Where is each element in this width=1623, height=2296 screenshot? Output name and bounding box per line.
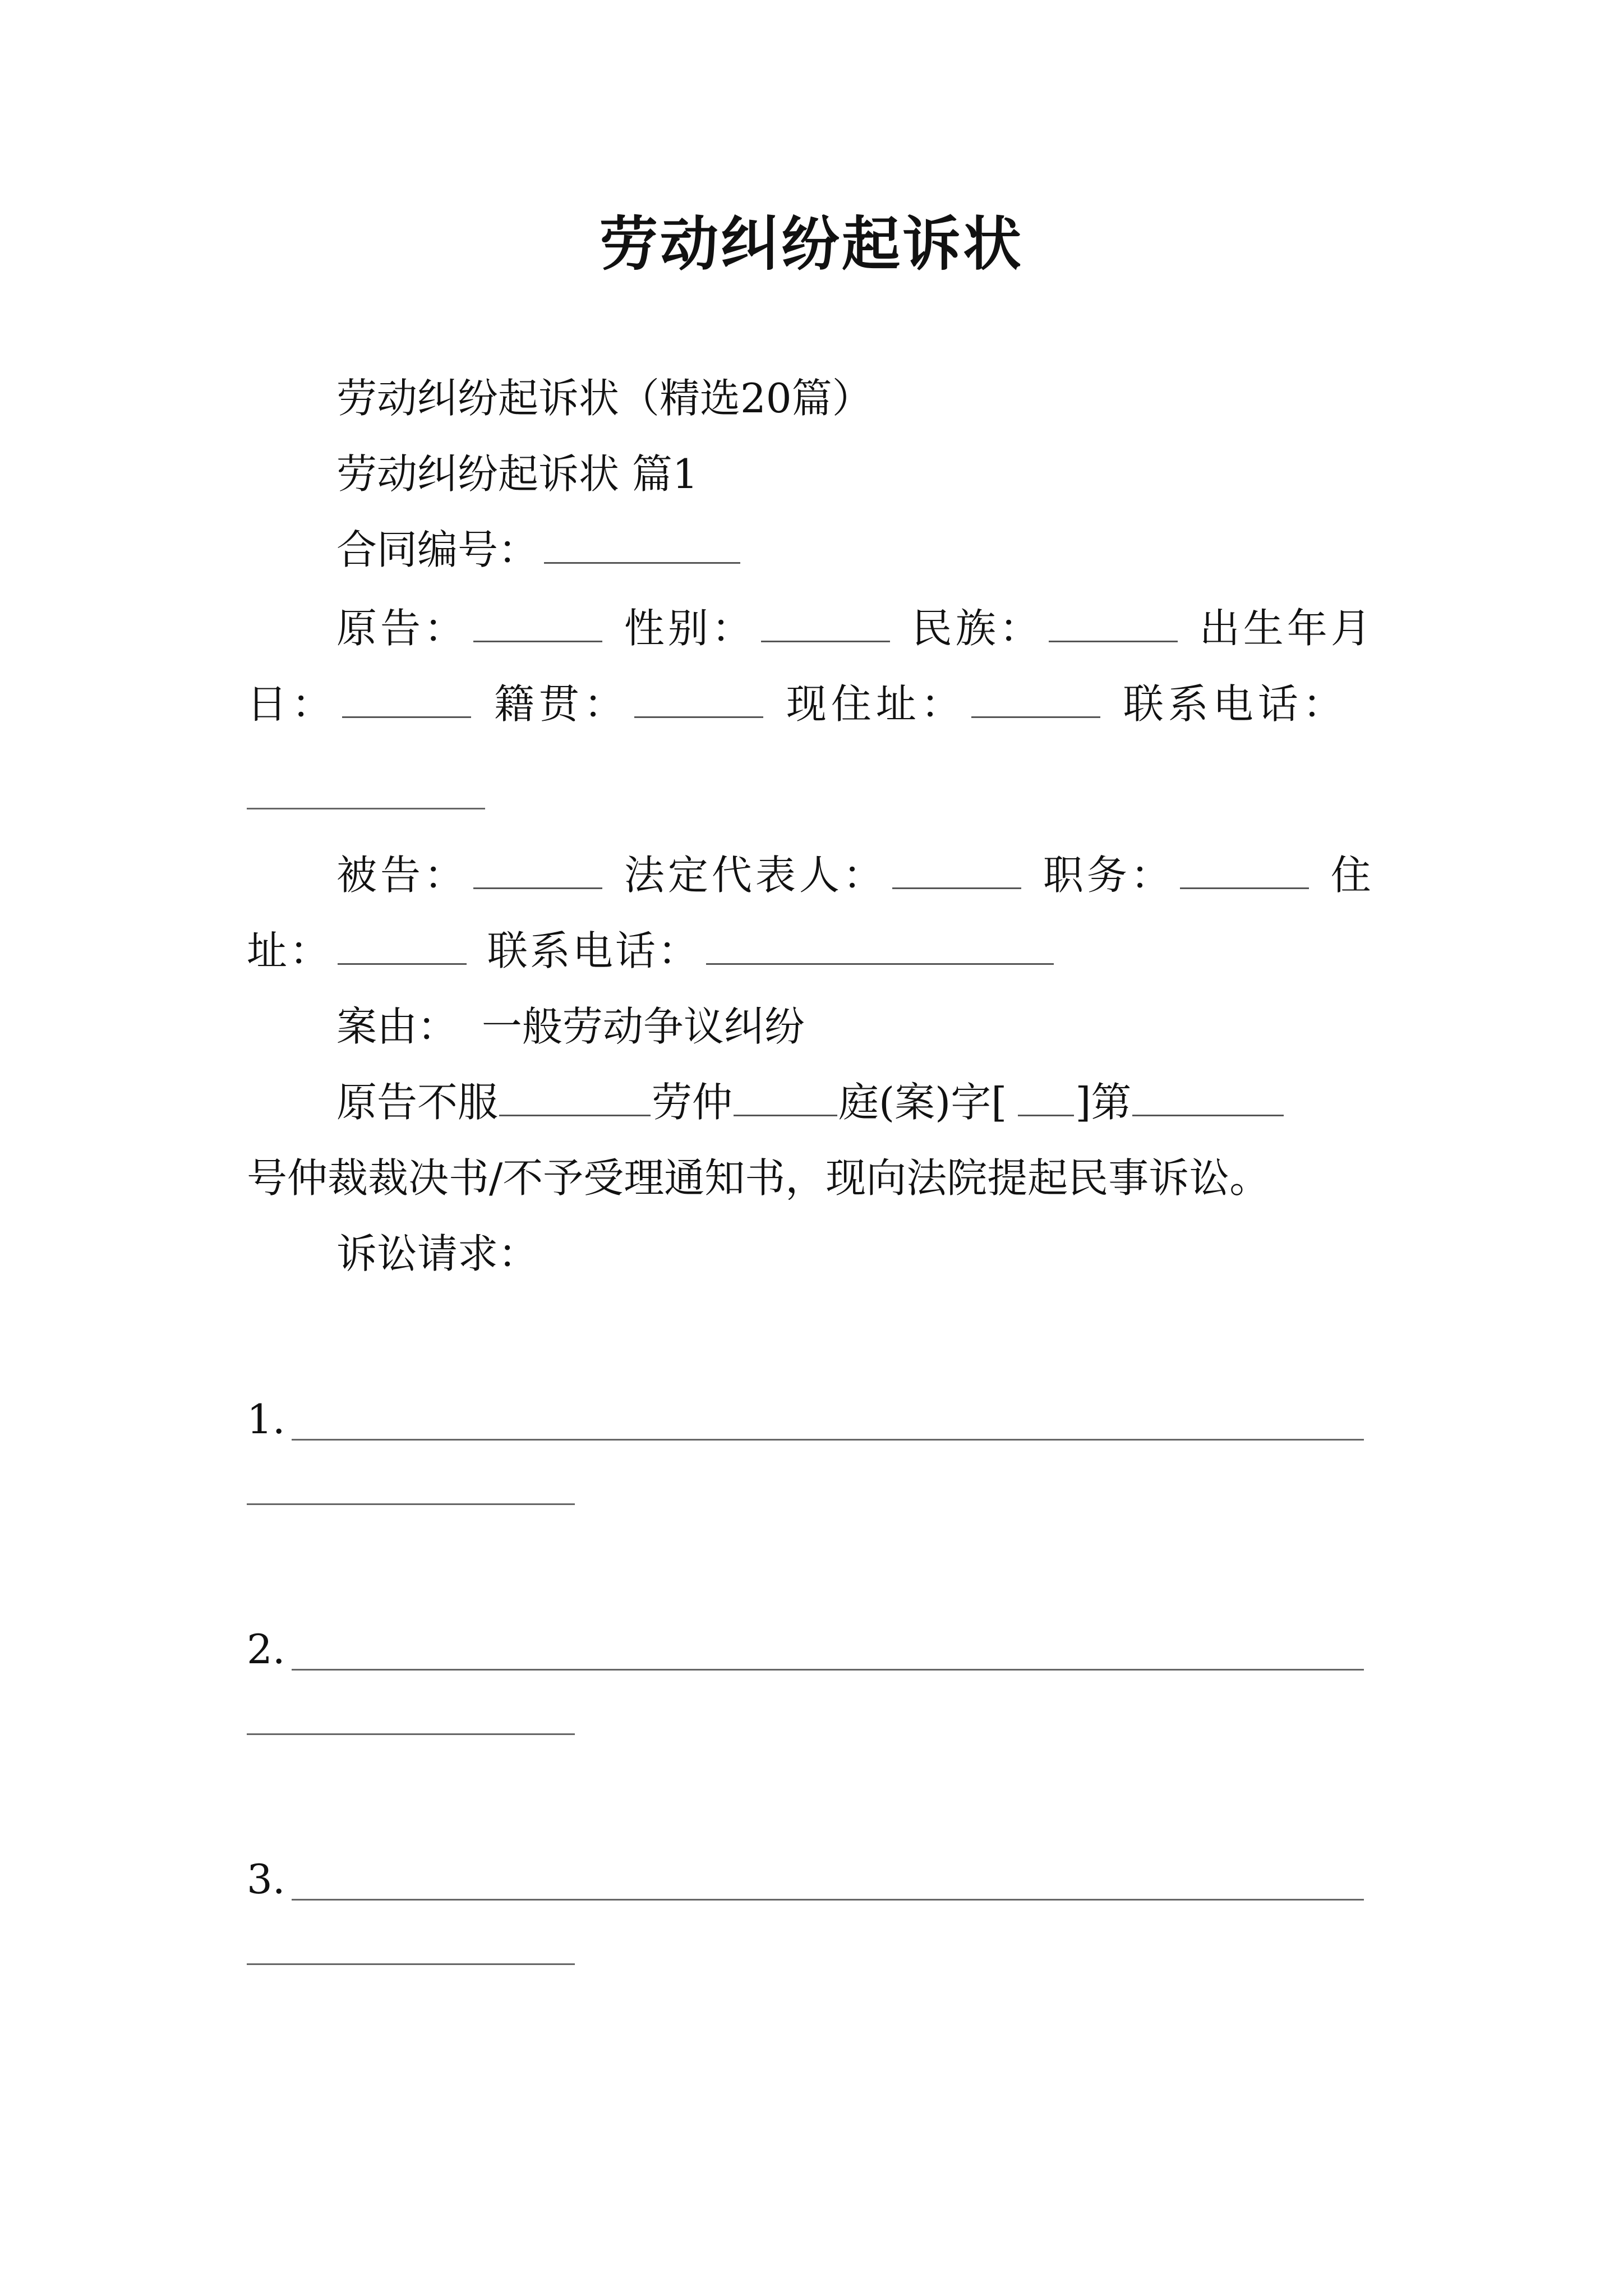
- claim-1-field[interactable]: [292, 1439, 1364, 1441]
- address-label: 现住址：: [786, 680, 966, 728]
- document-subtitle: [247, 370, 1376, 426]
- gender-field[interactable]: [761, 600, 890, 642]
- plaintiff-phone-field[interactable]: [247, 808, 485, 809]
- arbitration-location-field[interactable]: [499, 1074, 651, 1116]
- claim-2-field[interactable]: [292, 1669, 1364, 1671]
- appeal-row-1: [247, 1074, 1376, 1130]
- dob-label: 出生年月: [1199, 605, 1375, 652]
- defendant-row-1: [247, 847, 1376, 903]
- claim-number-2: 2.: [247, 1626, 285, 1673]
- defendant-address-label-start: 住: [1330, 852, 1375, 899]
- defendant-name-field[interactable]: [473, 847, 602, 889]
- section-heading-text: 劳动纠纷起诉状 篇1: [336, 450, 698, 498]
- defendant-address-label-end: 址：: [247, 927, 333, 974]
- appeal-row-2: [247, 1150, 1376, 1206]
- plaintiff-name-field[interactable]: [473, 600, 602, 642]
- plaintiff-label: 原告：: [336, 605, 468, 652]
- position-field[interactable]: [1180, 847, 1309, 889]
- defendant-phone-label: 联系电话：: [487, 927, 700, 974]
- subtitle-text: 劳动纠纷起诉状（精选20篇）: [336, 375, 873, 422]
- appeal-text-4: ]第: [1075, 1079, 1132, 1126]
- position-label: 职务：: [1043, 852, 1174, 899]
- cause-label: 案由：: [336, 1003, 458, 1050]
- claims-heading: [247, 1226, 1376, 1282]
- claim-3-field-continued[interactable]: [247, 1963, 575, 1965]
- contract-number-label: 合同编号：: [336, 526, 539, 573]
- appeal-text-2: 劳仲: [652, 1079, 733, 1126]
- address-field[interactable]: [971, 676, 1100, 718]
- arbitration-year-field[interactable]: [734, 1074, 837, 1116]
- case-code-field[interactable]: [1018, 1074, 1074, 1116]
- appeal-text-1: 原告不服: [336, 1079, 499, 1126]
- appeal-text-3: 庭(案)字[: [838, 1079, 1007, 1126]
- legal-rep-field[interactable]: [892, 847, 1021, 889]
- native-place-label: 籍贯：: [494, 680, 629, 728]
- claim-2-field-continued[interactable]: [247, 1733, 575, 1735]
- native-place-field[interactable]: [634, 676, 763, 718]
- plaintiff-row-1: [247, 600, 1376, 656]
- cause-value: 一般劳动争议纠纷: [481, 1003, 805, 1050]
- plaintiff-row-2: [247, 676, 1376, 732]
- dob-label-end: 日：: [247, 680, 337, 728]
- claim-number-1: 1.: [247, 1396, 285, 1443]
- document-title: 劳动纠纷起诉状: [599, 209, 1023, 278]
- case-number-field[interactable]: [1132, 1074, 1284, 1116]
- section-heading: [247, 446, 1376, 502]
- ethnicity-field[interactable]: [1049, 600, 1178, 642]
- cause-row: [247, 999, 1376, 1055]
- claim-3-field[interactable]: [292, 1899, 1364, 1901]
- claims-label: 诉讼请求：: [336, 1230, 539, 1277]
- defendant-phone-field[interactable]: [706, 923, 1054, 965]
- contract-number-field[interactable]: [544, 522, 740, 564]
- defendant-row-2: [247, 923, 1376, 979]
- contract-number-row: [247, 522, 1376, 578]
- plaintiff-phone-label: 联系电话：: [1123, 680, 1348, 728]
- legal-rep-label: 法定代表人：: [624, 852, 887, 899]
- claim-number-3: 3.: [247, 1856, 285, 1903]
- defendant-label: 被告：: [336, 852, 468, 899]
- dob-field[interactable]: [342, 676, 471, 718]
- appeal-text-5: 号仲裁裁决书/不予受理通知书，现向法院提起民事诉讼。: [247, 1154, 1270, 1202]
- ethnicity-label: 民族：: [911, 605, 1043, 652]
- gender-label: 性别：: [624, 605, 755, 652]
- defendant-address-field[interactable]: [338, 923, 467, 965]
- claim-1-field-continued[interactable]: [247, 1503, 575, 1505]
